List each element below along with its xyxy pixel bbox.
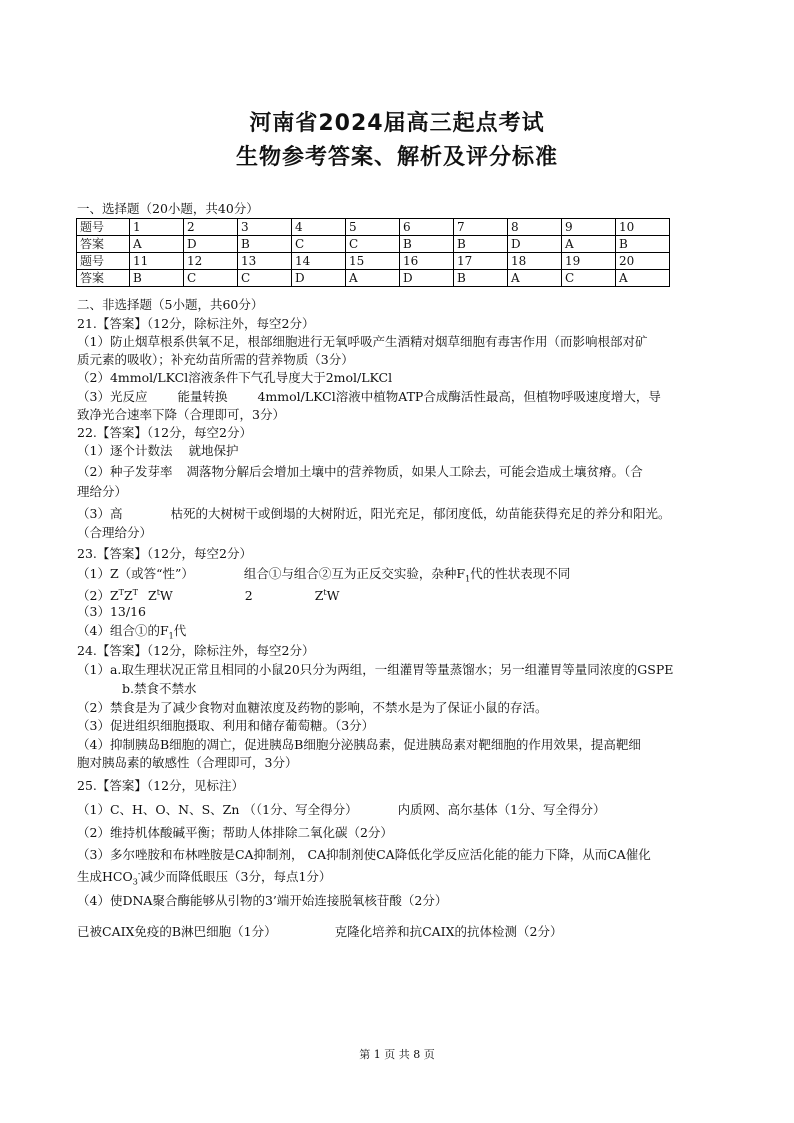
q23-genotype-sup: T [132,588,139,597]
q24-line-5: （4）抑制胰岛B细胞的凋亡，促进胰岛B细胞分泌胰岛素，促进胰岛素对靶细胞的作用效果，提高靶细 [77,737,641,752]
table-cell: 15 [346,253,400,270]
table-cell: 1 [130,219,184,236]
q23-answer-2-end: 代的性状表现不同 [470,566,571,581]
q21-line-5: 致净光合速率下降（合理即可，3分） [77,407,285,422]
table-cell: 10 [616,219,670,236]
table-row [77,253,670,270]
q21-answer-1: （3）光反应 [77,389,148,404]
title-line-1: 河南省2024届高三起点考试 [249,111,545,136]
section-2-heading: 二、非选择题（5小题，共60分） [77,297,264,312]
q23-heading: 23.【答案】（12分，每空2分） [77,546,252,561]
table-cell: B [454,270,508,287]
q22-answer-6: 枯死的大树树干或倒塌的大树附近，阳光充足，郁闭度低，幼苗能获得充足的养分和阳光。 [170,506,671,521]
q24-line-2: b.禁食不禁水 [122,681,197,696]
table-cell: C [184,270,238,287]
table-cell: 14 [292,253,346,270]
q21-line-3: （2）4mmol/LKCl溶液条件下气孔导度大于2mol/LKCl [77,370,393,385]
table-cell: 19 [562,253,616,270]
answer-table [76,218,670,287]
q22-answer-2: 就地保护 [188,443,239,458]
table-cell: C [346,236,400,253]
q22-line-4 [77,506,670,522]
table-cell: D [292,270,346,287]
table-cell: 12 [184,253,238,270]
table-cell: 18 [508,253,562,270]
table-cell: B [454,236,508,253]
table-cell: A [346,270,400,287]
table-cell: C [562,270,616,287]
table-cell: 17 [454,253,508,270]
row-label: 题号 [77,219,130,236]
q23-answer-2: 组合①与组合②互为正反交实验，杂种F [243,566,466,581]
q25-answer-5: 克隆化培养和抗CAIX的抗体检测（2分） [334,924,563,939]
title-line-2: 生物参考答案、解析及评分标准 [235,145,558,170]
table-cell: A [508,270,562,287]
q25-line-5: （4）使DNA聚合酶能够从引物的3’端开始连接脱氧核苷酸（2分） [77,893,448,908]
q21-line-4 [77,389,661,405]
page-footer: 第 1 页 共 8 页 [359,1048,435,1061]
q23-genotype-text: Z [123,588,133,604]
table-cell: D [508,236,562,253]
table-cell: 7 [454,219,508,236]
q24-line-1: （1）a.取生理状况正常且相同的小鼠20只分为两组，一组灌胃等量蒸馏水；另一组灌胃等量同浓度的GSPE [77,662,674,677]
q23-genotype-3 [315,588,340,603]
q22-answer-3: （2）种子发芽率 [77,464,173,479]
table-cell: 13 [238,253,292,270]
q23-answer-1: （1）Z（或答“性”） [77,566,194,581]
q22-answer-4: 凋落物分解后会增加土壤中的营养物质，如果人工除去，可能会造成土壤贫瘠。（合 [186,464,643,479]
q21-answer-3: 4mmol/LKCl溶液中植物ATP合成酶活性最高，但植物呼吸速度增大，导 [257,389,661,404]
row-label: 题号 [77,253,130,270]
table-cell: B [130,270,184,287]
q25-subscript: 3 [132,877,138,887]
table-cell: A [562,236,616,253]
q25-answer-1: （1）C、H、O、N、S、Zn （（1分、写全得分） [77,802,358,817]
table-cell: 4 [292,219,346,236]
q23-line-3: （3）13/16 [77,604,146,619]
q22-heading: 22.【答案】（12分，每空2分） [77,425,252,440]
q23-genotype-text: （2）Z [77,588,119,604]
table-row [77,270,670,287]
q25-line-6 [77,924,562,940]
q23-genotype-sup: t [323,588,327,597]
table-cell: A [130,236,184,253]
table-cell: B [616,236,670,253]
table-cell: C [238,270,292,287]
table-cell: 16 [400,253,454,270]
table-row [77,236,670,253]
q22-line-3: 理给分） [77,484,128,499]
table-cell: 11 [130,253,184,270]
section-1-heading: 一、选择题（20小题，共40分） [77,201,259,216]
table-cell: B [400,236,454,253]
row-label: 答案 [77,236,130,253]
q23-genotype-text: W [326,588,340,604]
q25-line-1 [77,802,606,818]
q23-count: 2 [244,588,253,604]
table-cell: D [400,270,454,287]
q21-answer-2: 能量转换 [177,389,228,404]
table-cell: A [616,270,670,287]
q23-answer-4: （4）组合①的F [77,623,169,638]
q25-answer-4: 已被CAIX免疫的B淋巴细胞（1分） [77,924,277,939]
q25-line-4 [77,866,331,891]
table-cell: C [292,236,346,253]
row-label: 答案 [77,270,130,287]
q21-heading: 21.【答案】（12分，除标注外，每空2分） [77,316,315,331]
table-cell: 2 [184,219,238,236]
q25-superscript: - [137,869,141,878]
q24-line-3: （2）禁食是为了减少食物对血糖浓度及药物的影响，不禁水是为了保证小鼠的存活。 [77,700,548,715]
table-cell: 6 [400,219,454,236]
q22-line-5: （合理给分） [77,525,153,540]
q25-answer-3: 生成HCO [77,869,133,885]
q23-genotype-2 [148,588,173,603]
table-cell: 5 [346,219,400,236]
q25-line-3: （3）多尔唑胺和布林唑胺是CA抑制剂， CA抑制剂使CA降低化学反应活化能的能力下降，从而CA催化 [77,847,651,862]
q25-line-2: （2）维持机体酸碱平衡；帮助人体排除二氧化碳（2分） [77,825,393,840]
q25-answer-3-end: 减少而降低眼压（3分，每点1分） [140,869,332,885]
q23-answer-4-end: 代 [173,623,187,638]
q23-genotype-1 [77,588,138,603]
q25-heading: 25.【答案】（12分，见标注） [77,778,245,793]
q23-line-4 [77,623,186,645]
q23-line-2 [77,585,340,604]
q24-heading: 24.【答案】（12分，除标注外，每空2分） [77,643,315,658]
q22-line-2 [77,464,643,480]
table-cell: 8 [508,219,562,236]
q22-line-1 [77,443,238,459]
q21-line-2: 质元素的吸收）；补充幼苗所需的营养物质（3分） [77,352,354,367]
q25-answer-2: 内质网、高尔基体（1分、写全得分） [397,802,606,817]
table-cell: B [238,236,292,253]
q24-line-6: 胞对胰岛素的敏感性（合理即可，3分） [77,755,298,770]
q23-genotype-sup: T [118,588,124,597]
table-cell: 3 [238,219,292,236]
q23-genotype-text: W [159,588,173,604]
table-cell: D [184,236,238,253]
table-cell: 20 [616,253,670,270]
q23-genotype-text: Z [148,588,157,604]
q23-subscript: 1 [465,574,471,584]
q23-genotype-sup: t [156,588,160,597]
table-cell: 9 [562,219,616,236]
q22-answer-1: （1）逐个计数法 [77,443,173,458]
q23-genotype-text: Z [314,588,324,604]
q21-line-1: （1）防止烟草根系供氧不足，根部细胞进行无氧呼吸产生酒精对烟草细胞有毒害作用（而影响根部对矿 [77,334,648,349]
table-row [77,219,670,236]
q22-answer-5: （3）高 [77,506,123,521]
q23-subscript: 1 [168,631,174,641]
q24-line-4: （3）促进组织细胞摄取、利用和储存葡萄糖。（3分） [77,718,375,733]
